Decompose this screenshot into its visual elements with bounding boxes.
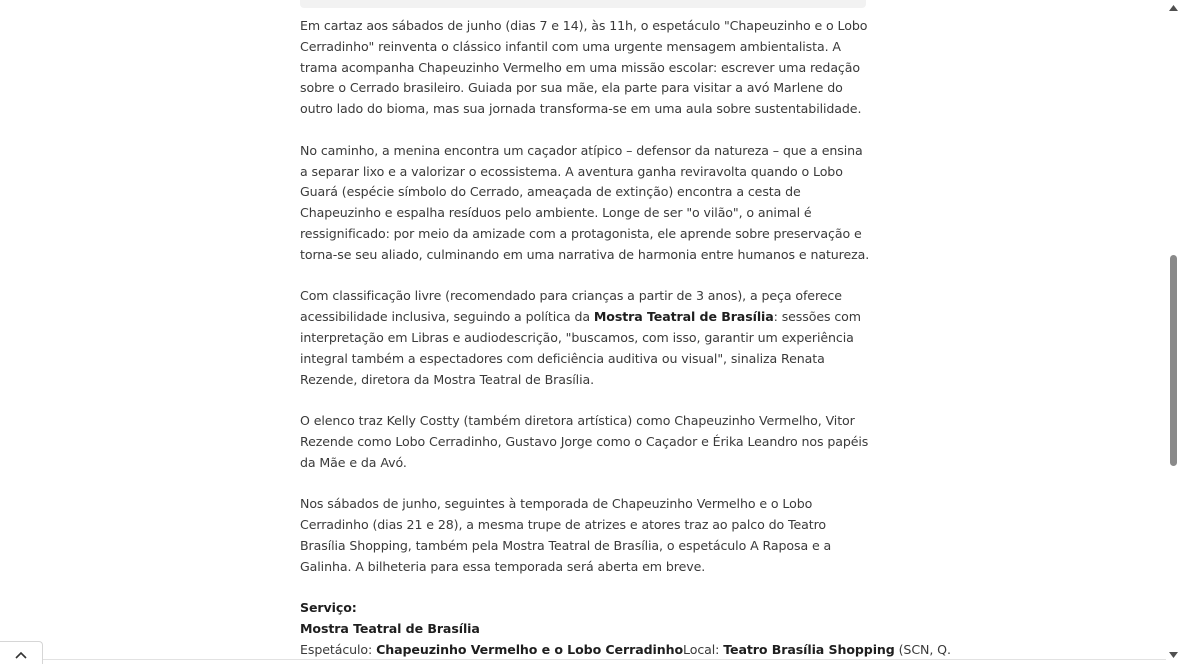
article-paragraph: O elenco traz Kelly Costty (também diretora artística) como Chapeuzinho Vermelho, Vitor Rezende como Lobo Cerradinho, Gustavo Jorge como o Caçador e Érika Leandro nos papéis da Mãe e da Avó.	[300, 413, 869, 470]
triangle-down-icon	[1169, 651, 1178, 661]
article-top-bar	[300, 0, 866, 8]
service-heading: Serviço:	[300, 600, 357, 616]
vertical-scrollbar[interactable]	[1166, 0, 1181, 664]
show-value: Chapeuzinho Vermelho e o Lobo Cerradinho	[376, 641, 684, 657]
local-value: Teatro Brasília Shopping	[723, 641, 895, 657]
service-info	[300, 598, 951, 660]
service-details-line	[300, 640, 951, 661]
article-paragraph	[300, 286, 870, 390]
chevron-up-icon	[15, 644, 27, 663]
paragraph-text: : sessões com interpretação em Libras e audiodescrição, "buscamos, com isso, garantir um experiência integral também a espectadores com deficiência auditiva ou visual", sinaliza Renata Rezende, diretora da Mostra Teatral de Brasília.	[300, 309, 861, 387]
triangle-up-icon	[1169, 4, 1178, 14]
article-body	[300, 16, 951, 661]
service-organization: Mostra Teatral de Brasília	[300, 621, 480, 637]
bottom-divider	[42, 659, 1166, 660]
scrollbar-thumb[interactable]	[1170, 255, 1177, 466]
mostra-teatral-bold-text: Mostra Teatral de Brasília	[593, 309, 774, 325]
scroll-up-button[interactable]	[1166, 0, 1181, 17]
article-paragraph: Em cartaz aos sábados de junho (dias 7 e 14), às 11h, o espetáculo "Chapeuzinho e o Lobo Cerradinho" reinventa o clássico infantil com uma urgente mensagem ambientalista. A trama acompanha Chapeuzinho Vermelho em uma missão escolar: escrever uma redação sobre o Cerrado brasileiro. Guiada por sua mãe, ela parte para visitar a avó Marlene do outro lado do bioma, mas sua jornada transforma-se em uma aula sobre sustentabilidade.	[300, 18, 868, 117]
scroll-down-button[interactable]	[1166, 647, 1181, 664]
article-paragraph: No caminho, a menina encontra um caçador atípico – defensor da natureza – que a ensina a separar lixo e a valorizar o ecossistema. A aventura ganha reviravolta quando o Lobo Guará (espécie símbolo do Cerrado, ameaçada de extinção) encontra a cesta de Chapeuzinho e espalha resíduos pelo ambiente. Longe de ser "o vilão", o animal é ressignificado: por meio da amizade com a protagonista, ele aprende sobre preservação e torna-se seu aliado, culminando em uma narrativa de harmonia entre humanos e natureza.	[300, 142, 870, 262]
local-address-text: (SCN, Q.	[894, 641, 951, 657]
show-label: Espetáculo:	[300, 641, 377, 657]
back-to-top-button[interactable]	[0, 641, 43, 664]
article-paragraph: Nos sábados de junho, seguintes à temporada de Chapeuzinho Vermelho e o Lobo Cerradinho (dias 21 e 28), a mesma trupe de atrizes e atores traz ao palco do Teatro Brasília Shopping, também pela Mostra Teatral de Brasília, o espetáculo A Raposa e a Galinha. A bilheteria para essa temporada será aberta em breve.	[300, 496, 832, 574]
local-label: Local:	[683, 641, 724, 657]
paragraph-text: Com classificação livre (recomendado para crianças a partir de 3 anos), a peça oferece acessibilidade inclusiva, seguindo a política da	[300, 288, 842, 325]
